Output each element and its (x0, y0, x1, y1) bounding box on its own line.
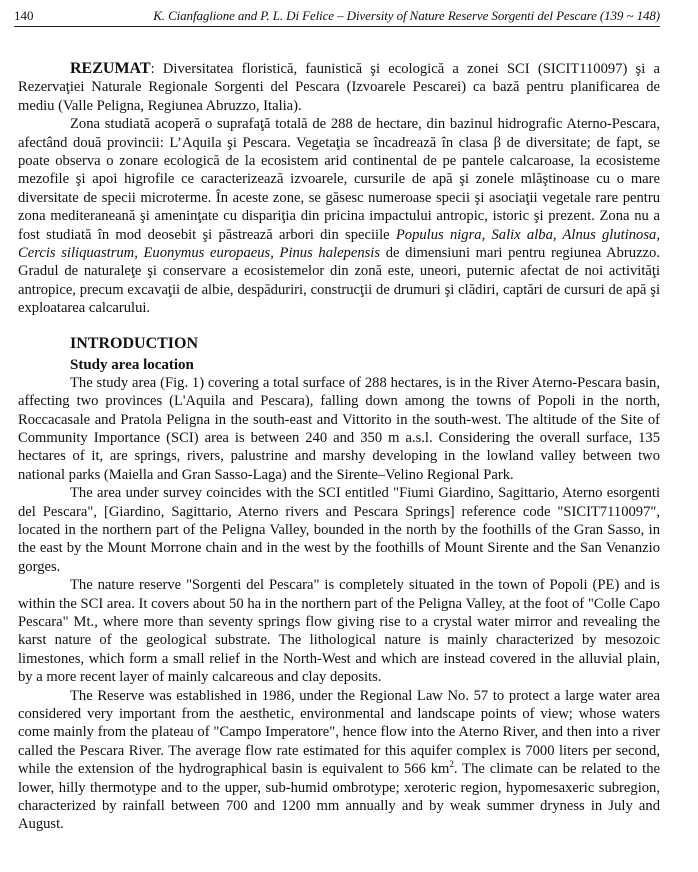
abstract-heading: REZUMAT (70, 60, 151, 77)
intro-paragraph-1: The study area (Fig. 1) covering a total surface of 288 hectares, is in the River Aterno-Pescara basin, affecting two provinces (L'Aquila and Pescara), falling down among the towns of Popoli in the north, Roccacasale and Pratola Peligna in the south-east and Vittorito in the south-west. The altitude of the Site of Community Importance (SCI) area is between 240 and 350 m a.s.l. Considering the overall surface, 135 hectares of it, are springs, rivers, palustrine and marshy developing in the lowland valley between two national parks (Maiella and Gran Sasso-Laga) and the Sirente–Velino Regional Park. (18, 374, 660, 483)
intro-paragraph-3: The nature reserve "Sorgenti del Pescara" is completely situated in the town of Popoli (PE) and is within the SCI area. It covers about 50 ha in the northern part of the Peligna Valley, at the foot of "Colle Capo Pescara" Mt., where more than seventy springs flow giving rise to a crystal water mirror and revealing the karst nature of the geological substrate. The lithological nature is mainly characterized by mesozoic limestones, which form a small relief in the North-West and which are instead covered in the alluvial plain, by a more recent layer of mainly calcareous and clay deposits. (18, 577, 660, 686)
intro-text-4a: The Reserve was established in 1986, under the Regional Law No. 57 to protect a large water area considered very important from the aesthetic, environmental and landscape points of view; whose waters come mainly from the plateau of "Campo Imperatore", hence flow into the Aterno River, and then into a river called the Pescara River. The average flow rate estimated for this aquifer complex is 7000 liters per second, while the extension of the hydrographical basin is equivalent to 566 km (18, 687, 660, 778)
abstract-text-2a: Zona studiată acoperă o suprafaţă totală de 288 de hectare, din bazinul hidrografic Aterno-Pescara, afectând două provincii: L’Aquila şi Pescara. Vegetaţia se încadrează în clasa β de diversitate; de fapt, se poate observa o zonare ecologică de la ecosistem arid continental de pe pantele calcaroase, la ecosisteme mezofile şi apoi higrofile ce caracterizează izvoarele, cursurile de apă şi zonele mlăştinoase cu o mare diversitate de specii microterme. În aceste zone, se găsesc numeroase specii şi asociaţii vegetale rare pentru zona mediteraneană şi ameninţate cu dispariţia din pricina impactului antropic, istoric şi prezent. Zona nu a fost studiată în mod deosebit şi păstrează arbori din speciile (18, 116, 660, 243)
abstract-species-list: Populus nigra, Salix alba, Alnus glutinosa, Cercis siliquastrum, Euonymus europaeus, Pinus halepensis (18, 226, 660, 262)
intro-paragraph-2: The area under survey coincides with the SCI entitled "Fiumi Giardino, Sagittario, Aterno esorgenti del Pescara", [Giardino, Sagittario, Aterno rivers and Pescara Springs] reference code "SICIT7110097", located in the northern part of the Peligna Valley, bounded in the north by the foothills of the Gran Sasso, in the east by the Mount Morrone chain and in the west by the foothills of Mount Sirente and the San Venanzio gorges. (18, 485, 660, 575)
abstract-paragraph-1 (18, 60, 660, 115)
abstract-text-1: : Diversitatea floristică, faunistică şi ecologică a zonei SCI (SICIT110097) şi a Rezervaţiei Naturale Regionale Sorgenti del Pescara (Izvoarele Pescarei) ca bază pentru planificarea de mediu (Valle Peligna, Regiunea Abruzzo, Italia). (18, 61, 660, 114)
page-header (14, 6, 660, 27)
running-title: K. Cianfaglione and P. L. Di Felice – Diversity of Nature Reserve Sorgenti del Pescare (139 ~ 148) (153, 8, 660, 23)
page-body (18, 60, 660, 834)
subsection-title-study-area: Study area location (70, 356, 194, 373)
abstract-paragraph-2 (18, 115, 660, 317)
intro-paragraph-4 (18, 687, 660, 834)
superscript-2: 2 (449, 759, 454, 770)
section-title-introduction: INTRODUCTION (70, 334, 199, 352)
intro-text-4b: . The climate can be related to the lower, hilly thermotype and to the upper, sub-humid ombrotype; xeroteric region, hypomesaxeric subregion, characterized by rainfall between 700 and 1200 mm annually and by weak summer dryness in July and August. (18, 761, 660, 833)
abstract-text-2b: de dimensiuni mari pentru regiunea Abruzzo. Gradul de naturaleţe şi conservare a ecosistemelor din zonă este, uneori, puternic afectat de noi activităţi antropice, precum excavaţii de albie, despăduriri, construcţii de drumuri şi clădiri, captări de cursuri de apă şi exploatarea calcarului. (18, 245, 660, 317)
page-number: 140 (14, 8, 34, 23)
